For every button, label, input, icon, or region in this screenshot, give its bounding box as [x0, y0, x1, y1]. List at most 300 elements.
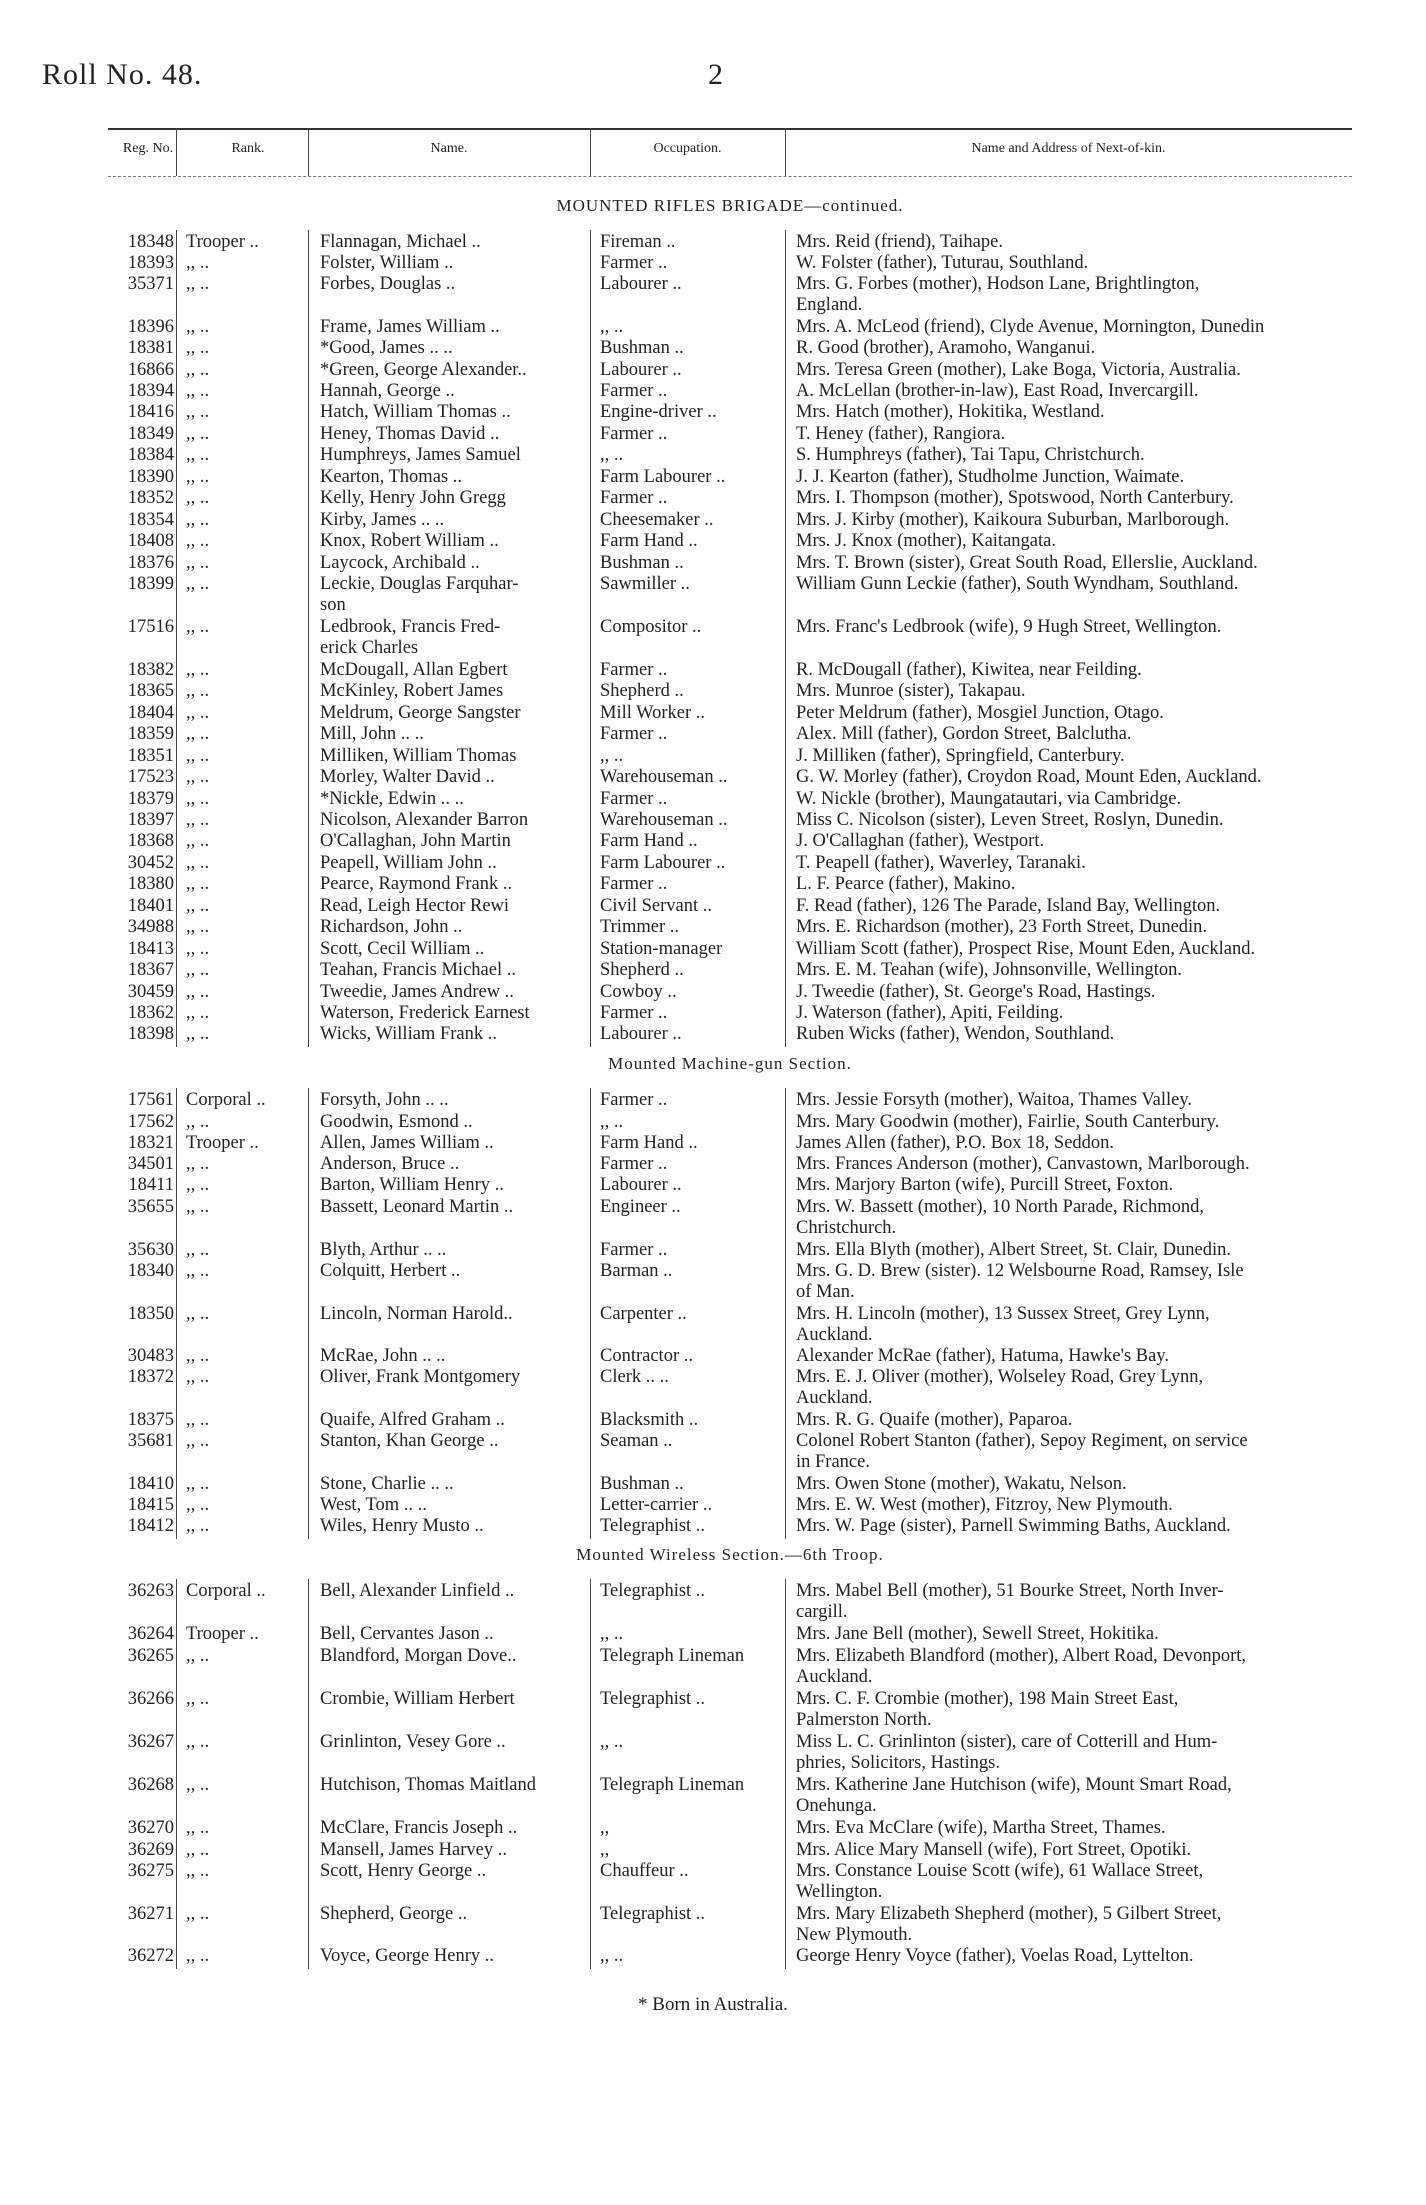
footnote: * Born in Australia.: [638, 1994, 788, 2015]
reg-number: 18410: [127, 1474, 174, 1494]
occupation: Shepherd ..: [600, 681, 684, 701]
reg-number: 36269: [127, 1840, 174, 1860]
reg-number: 18350: [127, 1304, 174, 1324]
reg-number: 18365: [127, 681, 174, 701]
rank: Trooper ..: [186, 1133, 259, 1153]
table-row: [0, 574, 1426, 596]
rank: ,, ..: [186, 789, 210, 809]
rank: ,, ..: [186, 1840, 210, 1860]
table-row: [0, 1904, 1426, 1926]
section-title: Mounted Wireless Section.—6th Troop.: [576, 1545, 884, 1564]
occupation: Telegraphist ..: [600, 1516, 706, 1536]
soldier-name: *Green, George Alexander..: [320, 360, 527, 380]
table-row: [0, 467, 1426, 489]
next-of-kin: J. Tweedie (father), St. George's Road, Hastings.: [796, 982, 1156, 1002]
occupation: Seaman ..: [600, 1431, 673, 1451]
rank: ,, ..: [186, 960, 210, 980]
column-divider: [308, 1088, 309, 1539]
table-row: [0, 1624, 1426, 1646]
reg-number: 18384: [127, 445, 174, 465]
reg-number: 18399: [127, 574, 174, 594]
occupation: Bushman ..: [600, 338, 684, 358]
table-row: [0, 1946, 1426, 1968]
next-of-kin: Mrs. Mary Goodwin (mother), Fairlie, South Canterbury.: [796, 1112, 1220, 1132]
rank: ,, ..: [186, 810, 210, 830]
reg-number: 35630: [127, 1240, 174, 1260]
occupation: Labourer ..: [600, 1024, 682, 1044]
next-of-kin: Mrs. Frances Anderson (mother), Canvastown, Marlborough.: [796, 1154, 1250, 1174]
rank: ,, ..: [186, 1861, 210, 1881]
soldier-name: Scott, Henry George ..: [320, 1861, 487, 1881]
reg-number: 18393: [127, 253, 174, 273]
table-row: [0, 232, 1426, 254]
rank: ,, ..: [186, 1775, 210, 1795]
soldier-name: Bassett, Leonard Martin ..: [320, 1197, 514, 1217]
rank: ,, ..: [186, 488, 210, 508]
rank: ,, ..: [186, 939, 210, 959]
next-of-kin-continued: Onehunga.: [796, 1796, 877, 1816]
occupation: Letter-carrier ..: [600, 1495, 713, 1515]
occupation: Carpenter ..: [600, 1304, 687, 1324]
soldier-name: Waterson, Frederick Earnest: [320, 1003, 530, 1023]
occupation: Trimmer ..: [600, 917, 679, 937]
soldier-name: McClare, Francis Joseph ..: [320, 1818, 518, 1838]
next-of-kin: Mrs. Munroe (sister), Takapau.: [796, 681, 1026, 701]
table-row: [0, 1495, 1426, 1517]
soldier-name: Lincoln, Norman Harold..: [320, 1304, 513, 1324]
table-row: [0, 789, 1426, 811]
next-of-kin: Mrs. G. D. Brew (sister). 12 Welsbourne Road, Ramsey, Isle: [796, 1261, 1244, 1281]
rank: ,, ..: [186, 703, 210, 723]
reg-number: 18415: [127, 1495, 174, 1515]
table-row: [0, 939, 1426, 961]
next-of-kin: Mrs. Katherine Jane Hutchison (wife), Mount Smart Road,: [796, 1775, 1232, 1795]
page-number: 2: [708, 58, 723, 91]
soldier-name: Bell, Cervantes Jason ..: [320, 1624, 494, 1644]
rank: ,, ..: [186, 1304, 210, 1324]
reg-number: 18375: [127, 1410, 174, 1430]
table-row: [0, 1516, 1426, 1538]
table-row: [0, 531, 1426, 553]
next-of-kin: Mrs. G. Forbes (mother), Hodson Lane, Brightlington,: [796, 274, 1200, 294]
rank: ,, ..: [186, 338, 210, 358]
rank: ,, ..: [186, 1024, 210, 1044]
rank: ,, ..: [186, 853, 210, 873]
next-of-kin: Mrs. W. Bassett (mother), 10 North Parade, Richmond,: [796, 1197, 1204, 1217]
soldier-name: Forsyth, John .. ..: [320, 1090, 449, 1110]
next-of-kin: Mrs. Owen Stone (mother), Wakatu, Nelson.: [796, 1474, 1127, 1494]
next-of-kin: Mrs. A. McLeod (friend), Clyde Avenue, Mornington, Dunedin: [796, 317, 1265, 337]
rank: ,, ..: [186, 1175, 210, 1195]
table-row: [0, 553, 1426, 575]
column-divider: [590, 230, 591, 1047]
table-row: [0, 1090, 1426, 1112]
table-row: [0, 338, 1426, 360]
next-of-kin: Mrs. H. Lincoln (mother), 13 Sussex Street, Grey Lynn,: [796, 1304, 1210, 1324]
soldier-name: Forbes, Douglas ..: [320, 274, 456, 294]
reg-number: 30483: [127, 1346, 174, 1366]
rank: ,, ..: [186, 360, 210, 380]
next-of-kin: Miss C. Nicolson (sister), Leven Street, Roslyn, Dunedin.: [796, 810, 1224, 830]
rank: ,, ..: [186, 617, 210, 637]
column-divider: [176, 230, 177, 1047]
rank: ,, ..: [186, 1003, 210, 1023]
occupation: Contractor ..: [600, 1346, 693, 1366]
next-of-kin: Miss L. C. Grinlinton (sister), care of Cotterill and Hum-: [796, 1732, 1218, 1752]
soldier-name: Blyth, Arthur .. ..: [320, 1240, 447, 1260]
rank: ,, ..: [186, 767, 210, 787]
table-row: [0, 917, 1426, 939]
occupation: Farm Hand ..: [600, 531, 698, 551]
table-row: [0, 1154, 1426, 1176]
soldier-name: Wicks, William Frank ..: [320, 1024, 497, 1044]
header-bottom-rule: [108, 176, 1352, 177]
column-divider: [176, 1579, 177, 1969]
next-of-kin: J. Milliken (father), Springfield, Canterbury.: [796, 746, 1125, 766]
rank: ,, ..: [186, 724, 210, 744]
next-of-kin: R. McDougall (father), Kiwitea, near Feilding.: [796, 660, 1142, 680]
reg-number: 18359: [127, 724, 174, 744]
occupation: Telegraphist ..: [600, 1581, 706, 1601]
next-of-kin-continued: Auckland.: [796, 1388, 873, 1408]
soldier-name: Grinlinton, Vesey Gore ..: [320, 1732, 506, 1752]
rank: ,, ..: [186, 1689, 210, 1709]
occupation: ,,: [600, 1840, 610, 1860]
soldier-name: Leckie, Douglas Farquhar-: [320, 574, 519, 594]
header-divider: [785, 128, 786, 176]
occupation: Barman ..: [600, 1261, 673, 1281]
occupation: Labourer ..: [600, 360, 682, 380]
soldier-name: Humphreys, James Samuel: [320, 445, 521, 465]
next-of-kin: Colonel Robert Stanton (father), Sepoy Regiment, on service: [796, 1431, 1248, 1451]
rank: Corporal ..: [186, 1581, 266, 1601]
next-of-kin: Mrs. Constance Louise Scott (wife), 61 Wallace Street,: [796, 1861, 1204, 1881]
reg-number: 18354: [127, 510, 174, 530]
next-of-kin: Mrs. Mabel Bell (mother), 51 Bourke Street, North Inver-: [796, 1581, 1224, 1601]
reg-number: 18411: [128, 1175, 174, 1195]
rank: ,, ..: [186, 424, 210, 444]
occupation: ,, ..: [600, 317, 624, 337]
soldier-name: Tweedie, James Andrew ..: [320, 982, 514, 1002]
soldier-name: Barton, William Henry ..: [320, 1175, 504, 1195]
next-of-kin: Mrs. I. Thompson (mother), Spotswood, North Canterbury.: [796, 488, 1234, 508]
next-of-kin: S. Humphreys (father), Tai Tapu, Christchurch.: [796, 445, 1145, 465]
occupation: ,,: [600, 1818, 610, 1838]
soldier-name: Hannah, George ..: [320, 381, 455, 401]
next-of-kin: L. F. Pearce (father), Makino.: [796, 874, 1016, 894]
next-of-kin: Mrs. C. F. Crombie (mother), 198 Main Street East,: [796, 1689, 1179, 1709]
next-of-kin: Mrs. J. Knox (mother), Kaitangata.: [796, 531, 1056, 551]
next-of-kin: W. Folster (father), Tuturau, Southland.: [796, 253, 1089, 273]
rank: ,, ..: [186, 1346, 210, 1366]
header-divider: [590, 128, 591, 176]
table-row: [0, 703, 1426, 725]
table-row: [0, 424, 1426, 446]
next-of-kin: Mrs. Jessie Forsyth (mother), Waitoa, Thames Valley.: [796, 1090, 1193, 1110]
table-row: [0, 1175, 1426, 1197]
next-of-kin: Mrs. E. W. West (mother), Fitzroy, New Plymouth.: [796, 1495, 1173, 1515]
reg-number: 18408: [127, 531, 174, 551]
soldier-name: *Good, James .. ..: [320, 338, 453, 358]
soldier-name: Ledbrook, Francis Fred-: [320, 617, 501, 637]
next-of-kin-continued: cargill.: [796, 1602, 848, 1622]
table-row: [0, 724, 1426, 746]
table-row: [0, 1474, 1426, 1496]
occupation: Farm Hand ..: [600, 1133, 698, 1153]
column-divider: [590, 1088, 591, 1539]
occupation: Labourer ..: [600, 274, 682, 294]
section-title: Mounted Machine-gun Section.: [608, 1054, 852, 1073]
reg-number: 36272: [127, 1946, 174, 1966]
rank: ,, ..: [186, 1516, 210, 1536]
soldier-name: Milliken, William Thomas: [320, 746, 517, 766]
rank: ,, ..: [186, 531, 210, 551]
rank: ,, ..: [186, 831, 210, 851]
next-of-kin: Ruben Wicks (father), Wendon, Southland.: [796, 1024, 1115, 1044]
table-row: [0, 960, 1426, 982]
next-of-kin: Alex. Mill (father), Gordon Street, Balclutha.: [796, 724, 1132, 744]
rank: ,, ..: [186, 253, 210, 273]
rank: ,, ..: [186, 445, 210, 465]
soldier-name: Peapell, William John ..: [320, 853, 497, 873]
column-divider: [785, 1579, 786, 1969]
reg-number: 18404: [127, 703, 174, 723]
reg-number: 18348: [127, 232, 174, 252]
next-of-kin: William Scott (father), Prospect Rise, Mount Eden, Auckland.: [796, 939, 1256, 959]
occupation: Sawmiller ..: [600, 574, 690, 594]
rank: ,, ..: [186, 1946, 210, 1966]
soldier-name: Hatch, William Thomas ..: [320, 402, 511, 422]
next-of-kin: Peter Meldrum (father), Mosgiel Junction, Otago.: [796, 703, 1164, 723]
occupation: Farmer ..: [600, 874, 668, 894]
reg-number: 36271: [127, 1904, 174, 1924]
table-row: [0, 274, 1426, 296]
table-row: [0, 896, 1426, 918]
reg-number: 36265: [127, 1646, 174, 1666]
next-of-kin: Mrs. Reid (friend), Taihape.: [796, 232, 1003, 252]
table-row: [0, 253, 1426, 275]
rank: ,, ..: [186, 274, 210, 294]
rank: ,, ..: [186, 1732, 210, 1752]
reg-number: 17561: [127, 1090, 174, 1110]
rank: ,, ..: [186, 1112, 210, 1132]
rank: ,, ..: [186, 1154, 210, 1174]
soldier-name: Scott, Cecil William ..: [320, 939, 485, 959]
soldier-name: Richardson, John ..: [320, 917, 463, 937]
header-divider: [176, 128, 177, 176]
rank: ,, ..: [186, 681, 210, 701]
reg-number: 35655: [127, 1197, 174, 1217]
occupation: Compositor ..: [600, 617, 702, 637]
soldier-name: Pearce, Raymond Frank ..: [320, 874, 513, 894]
reg-number: 18396: [127, 317, 174, 337]
table-row: [0, 488, 1426, 510]
reg-number: 30459: [127, 982, 174, 1002]
soldier-name: Mill, John .. ..: [320, 724, 424, 744]
reg-number: 36263: [127, 1581, 174, 1601]
table-row: [0, 402, 1426, 424]
next-of-kin: Mrs. E. Richardson (mother), 23 Forth Street, Dunedin.: [796, 917, 1208, 937]
soldier-name: Folster, William ..: [320, 253, 454, 273]
reg-number: 35681: [127, 1431, 174, 1451]
occupation: Labourer ..: [600, 1175, 682, 1195]
soldier-name: Heney, Thomas David ..: [320, 424, 500, 444]
table-row: [0, 1261, 1426, 1283]
table-row: [0, 510, 1426, 532]
rank: ,, ..: [186, 1240, 210, 1260]
reg-number: 18340: [127, 1261, 174, 1281]
occupation: Farmer ..: [600, 1240, 668, 1260]
reg-number: 18351: [127, 746, 174, 766]
table-row: [0, 1240, 1426, 1262]
table-row: [0, 1197, 1426, 1219]
table-row: [0, 1861, 1426, 1883]
rank: ,, ..: [186, 1367, 210, 1387]
next-of-kin-continued: Christchurch.: [796, 1218, 897, 1238]
reg-number: 18352: [127, 488, 174, 508]
occupation: Telegraphist ..: [600, 1904, 706, 1924]
table-row: [0, 810, 1426, 832]
next-of-kin: George Henry Voyce (father), Voelas Road, Lyttelton.: [796, 1946, 1194, 1966]
occupation: Farmer ..: [600, 660, 668, 680]
rank: ,, ..: [186, 1904, 210, 1924]
soldier-name: McRae, John .. ..: [320, 1346, 446, 1366]
occupation: Telegraph Lineman: [600, 1775, 745, 1795]
occupation: Engine-driver ..: [600, 402, 717, 422]
reg-number: 18398: [127, 1024, 174, 1044]
rank: ,, ..: [186, 660, 210, 680]
table-row: [0, 746, 1426, 768]
reg-number: 18376: [127, 553, 174, 573]
reg-number: 35371: [127, 274, 174, 294]
table-row: [0, 660, 1426, 682]
occupation: ,, ..: [600, 1946, 624, 1966]
next-of-kin: Mrs. Marjory Barton (wife), Purcill Street, Foxton.: [796, 1175, 1174, 1195]
occupation: Cheesemaker ..: [600, 510, 714, 530]
next-of-kin-continued: in France.: [796, 1452, 870, 1472]
next-of-kin: J. J. Kearton (father), Studholme Junction, Waimate.: [796, 467, 1185, 487]
next-of-kin: Mrs. Alice Mary Mansell (wife), Fort Street, Opotiki.: [796, 1840, 1192, 1860]
col-header-name: Name.: [430, 141, 468, 156]
soldier-name: Knox, Robert William ..: [320, 531, 499, 551]
occupation: Farmer ..: [600, 789, 668, 809]
next-of-kin: J. O'Callaghan (father), Westport.: [796, 831, 1045, 851]
rank: ,, ..: [186, 917, 210, 937]
next-of-kin-continued: New Plymouth.: [796, 1925, 913, 1945]
reg-number: 18367: [127, 960, 174, 980]
table-row: [0, 1133, 1426, 1155]
soldier-name: Oliver, Frank Montgomery: [320, 1367, 521, 1387]
soldier-name: Morley, Walter David ..: [320, 767, 495, 787]
reg-number: 30452: [127, 853, 174, 873]
soldier-name: Kelly, Henry John Gregg: [320, 488, 506, 508]
reg-number: 18416: [127, 402, 174, 422]
soldier-name: Kirby, James .. ..: [320, 510, 445, 530]
rank: ,, ..: [186, 1474, 210, 1494]
soldier-name: Mansell, James Harvey ..: [320, 1840, 508, 1860]
reg-number: 18401: [127, 896, 174, 916]
occupation: Farmer ..: [600, 424, 668, 444]
occupation: Warehouseman ..: [600, 767, 728, 787]
next-of-kin: G. W. Morley (father), Croydon Road, Mount Eden, Auckland.: [796, 767, 1262, 787]
table-row: [0, 1775, 1426, 1797]
table-row: [0, 317, 1426, 339]
rank: ,, ..: [186, 381, 210, 401]
next-of-kin: Mrs. J. Kirby (mother), Kaikoura Suburban, Marlborough.: [796, 510, 1230, 530]
occupation: ,, ..: [600, 1112, 624, 1132]
rank: ,, ..: [186, 1410, 210, 1430]
soldier-name: Shepherd, George ..: [320, 1904, 468, 1924]
reg-number: 34988: [127, 917, 174, 937]
section-title: MOUNTED RIFLES BRIGADE—continued.: [556, 196, 904, 215]
next-of-kin: W. Nickle (brother), Maungatautari, via Cambridge.: [796, 789, 1182, 809]
next-of-kin: Mrs. W. Page (sister), Parnell Swimming Baths, Auckland.: [796, 1516, 1231, 1536]
table-row: [0, 1646, 1426, 1668]
occupation: Farm Labourer ..: [600, 853, 726, 873]
occupation: Warehouseman ..: [600, 810, 728, 830]
reg-number: 17523: [127, 767, 174, 787]
occupation: Farmer ..: [600, 381, 668, 401]
reg-number: 18372: [127, 1367, 174, 1387]
table-row: [0, 831, 1426, 853]
reg-number: 18368: [127, 831, 174, 851]
occupation: Farm Labourer ..: [600, 467, 726, 487]
reg-number: 17516: [127, 617, 174, 637]
table-row: [0, 982, 1426, 1004]
next-of-kin: T. Heney (father), Rangiora.: [796, 424, 1006, 444]
col-header-next-of-kin: Name and Address of Next-of-kin.: [971, 141, 1166, 156]
occupation: Farmer ..: [600, 724, 668, 744]
next-of-kin: R. Good (brother), Aramoho, Wanganui.: [796, 338, 1096, 358]
soldier-name: Meldrum, George Sangster: [320, 703, 521, 723]
soldier-name: Kearton, Thomas ..: [320, 467, 462, 487]
next-of-kin: A. McLellan (brother-in-law), East Road, Invercargill.: [796, 381, 1199, 401]
soldier-name: Frame, James William ..: [320, 317, 500, 337]
roll-number: Roll No. 48.: [42, 58, 203, 91]
soldier-name-continued: erick Charles: [320, 638, 419, 658]
next-of-kin-continued: England.: [796, 295, 863, 315]
occupation: Bushman ..: [600, 553, 684, 573]
reg-number: 18397: [127, 810, 174, 830]
table-row: [0, 1840, 1426, 1862]
next-of-kin-continued: Auckland.: [796, 1325, 873, 1345]
table-row: [0, 1732, 1426, 1754]
table-row: [0, 853, 1426, 875]
reg-number: 36266: [127, 1689, 174, 1709]
next-of-kin: William Gunn Leckie (father), South Wyndham, Southland.: [796, 574, 1239, 594]
reg-number: 18394: [127, 381, 174, 401]
occupation: Farmer ..: [600, 1003, 668, 1023]
occupation: Farmer ..: [600, 253, 668, 273]
table-row: [0, 1689, 1426, 1711]
table-row: [0, 681, 1426, 703]
table-row: [0, 1581, 1426, 1603]
soldier-name: Flannagan, Michael ..: [320, 232, 481, 252]
occupation: ,, ..: [600, 1732, 624, 1752]
occupation: Mill Worker ..: [600, 703, 706, 723]
reg-number: 36264: [127, 1624, 174, 1644]
next-of-kin: Mrs. E. M. Teahan (wife), Johnsonville, Wellington.: [796, 960, 1183, 980]
soldier-name: Laycock, Archibald ..: [320, 553, 480, 573]
occupation: Station-manager: [600, 939, 723, 959]
rank: ,, ..: [186, 574, 210, 594]
column-divider: [785, 1088, 786, 1539]
reg-number: 18379: [127, 789, 174, 809]
reg-number: 18321: [127, 1133, 174, 1153]
next-of-kin: Mrs. Jane Bell (mother), Sewell Street, Hokitika.: [796, 1624, 1159, 1644]
occupation: ,, ..: [600, 746, 624, 766]
occupation: ,, ..: [600, 445, 624, 465]
